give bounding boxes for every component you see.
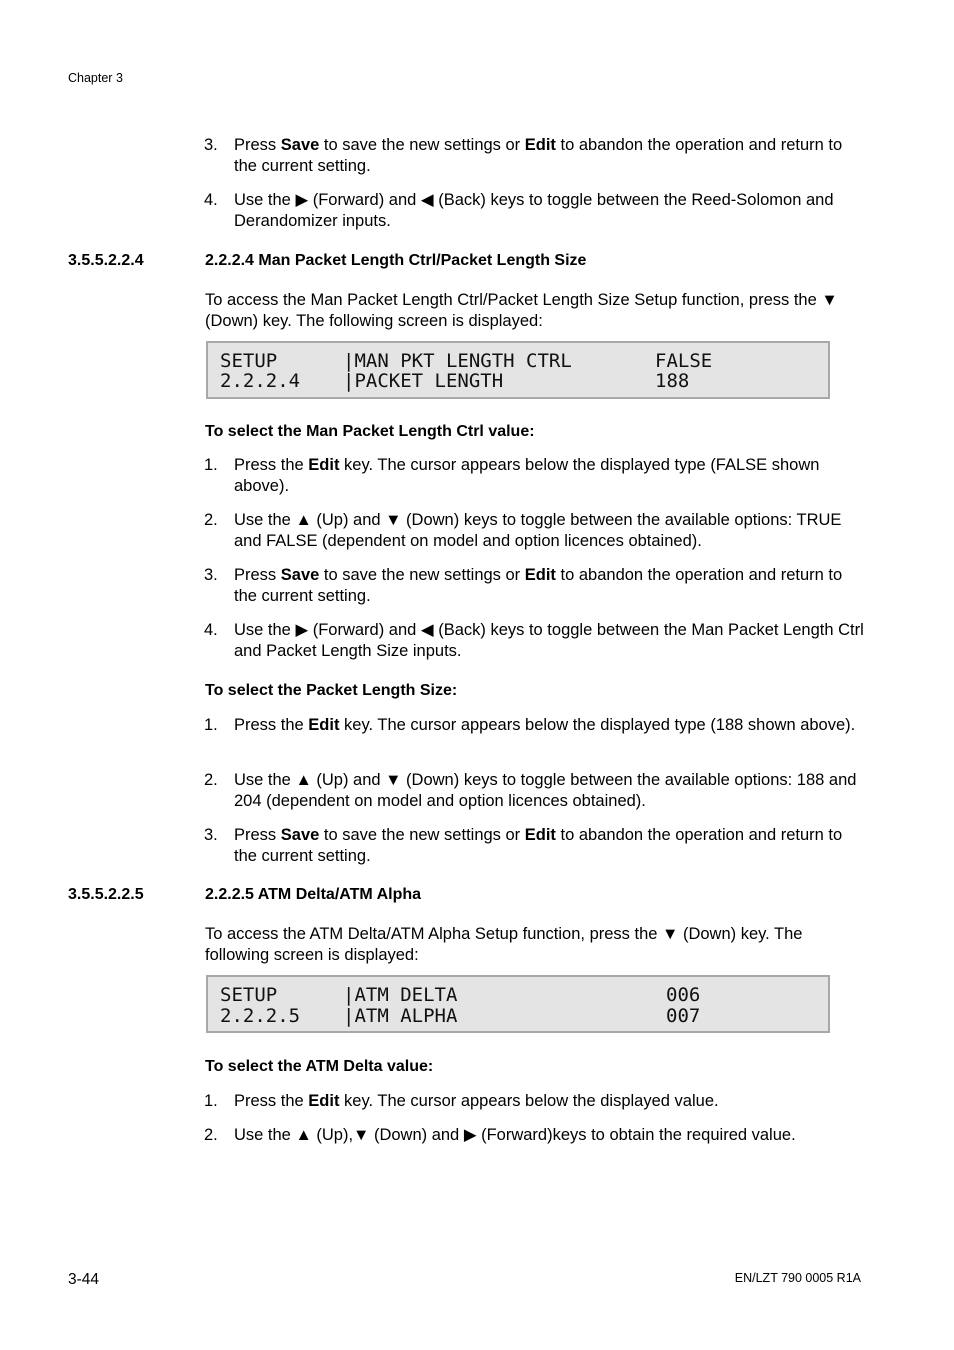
list-item	[204, 770, 864, 811]
edit-key-label: Edit	[308, 1092, 340, 1110]
lcd-screen	[206, 341, 830, 399]
list-item	[204, 1125, 864, 1146]
lcd-screen	[206, 975, 830, 1033]
list-item	[204, 1091, 864, 1112]
section-title: 2.2.2.4 Man Packet Length Ctrl/Packet Length Size	[205, 252, 587, 269]
page-number: 3-44	[68, 1271, 100, 1288]
subsection-heading: To select the Packet Length Size:	[205, 682, 458, 699]
lcd-menu-label: SETUP	[220, 350, 278, 372]
list-item	[204, 825, 864, 866]
list-number: 4.	[204, 191, 218, 209]
document-id: EN/LZT 790 0005 R1A	[734, 1271, 861, 1285]
list-number: 3.	[204, 826, 218, 844]
lcd-param-value: FALSE	[655, 350, 713, 372]
list-number: 2.	[204, 511, 218, 529]
list-item	[204, 565, 864, 606]
section-intro: To access the Man Packet Length Ctrl/Packet Length Size Setup function, press the ▼ (Down) key. The following screen is displayed:	[205, 291, 838, 330]
edit-key-label: Edit	[308, 716, 340, 734]
item-text: Use the ▲ (Up),▼ (Down) and ▶ (Forward)keys to obtain the required value.	[234, 1126, 796, 1144]
lcd-menu-number: 2.2.2.5	[220, 1005, 301, 1027]
list-number: 2.	[204, 771, 218, 789]
lcd-param-value: 188	[655, 370, 690, 392]
lcd-param-value: 006	[666, 984, 701, 1006]
item-text: Press the	[234, 1092, 309, 1110]
item-text: Press	[234, 136, 281, 154]
subsection-heading: To select the Man Packet Length Ctrl value:	[205, 423, 535, 440]
chapter-header: Chapter 3	[68, 71, 123, 85]
subsection-heading: To select the ATM Delta value:	[205, 1058, 434, 1075]
item-text: to abandon the operation and return to the current setting.	[234, 826, 843, 865]
edit-key-label: Edit	[524, 136, 556, 154]
lcd-menu-label: SETUP	[220, 984, 278, 1006]
item-text: to abandon the operation and return to the current setting.	[234, 566, 843, 605]
item-text: Press the	[234, 456, 309, 474]
section-number: 3.5.5.2.2.4	[68, 252, 144, 269]
item-text: key. The cursor appears below the displayed type (FALSE shown above).	[234, 456, 820, 495]
item-text: key. The cursor appears below the displayed type (188 shown above).	[339, 716, 856, 734]
list-item	[204, 620, 864, 661]
item-text: to save the new settings or	[319, 566, 525, 584]
lcd-param-name: |MAN PKT LENGTH CTRL	[343, 350, 572, 372]
item-text: key. The cursor appears below the displayed value.	[339, 1092, 719, 1110]
list-item	[204, 510, 864, 551]
edit-key-label: Edit	[524, 566, 556, 584]
list-number: 1.	[204, 456, 218, 474]
list-item	[204, 455, 864, 496]
item-text: Use the ▶ (Forward) and ◀ (Back) keys to toggle between the Reed-Solomon and Derandomizer inputs.	[234, 191, 834, 230]
list-item	[204, 135, 864, 176]
save-key-label: Save	[280, 566, 320, 584]
list-number: 3.	[204, 566, 218, 584]
list-item	[204, 190, 864, 231]
item-text: to abandon the operation and return to the current setting.	[234, 136, 843, 175]
section-number: 3.5.5.2.2.5	[68, 886, 144, 903]
list-number: 1.	[204, 716, 218, 734]
item-text: Press the	[234, 716, 309, 734]
section-intro: To access the ATM Delta/ATM Alpha Setup function, press the ▼ (Down) key. The following screen is displayed:	[205, 925, 803, 964]
edit-key-label: Edit	[308, 456, 340, 474]
save-key-label: Save	[280, 136, 320, 154]
edit-key-label: Edit	[524, 826, 556, 844]
list-number: 1.	[204, 1092, 218, 1110]
section-title: 2.2.2.5 ATM Delta/ATM Alpha	[205, 886, 422, 903]
item-text: Use the ▲ (Up) and ▼ (Down) keys to toggle between the available options: 188 and 204 (dependent on model and option licences obtained).	[234, 771, 857, 810]
lcd-param-name: |ATM ALPHA	[343, 1005, 458, 1027]
list-number: 4.	[204, 621, 218, 639]
list-number: 3.	[204, 136, 218, 154]
item-text: Press	[234, 826, 281, 844]
save-key-label: Save	[280, 826, 320, 844]
list-item	[204, 715, 864, 736]
item-text: Press	[234, 566, 281, 584]
lcd-param-value: 007	[666, 1005, 701, 1027]
lcd-param-name: |PACKET LENGTH	[343, 370, 504, 392]
item-text: Use the ▶ (Forward) and ◀ (Back) keys to toggle between the Man Packet Length Ctrl and Packet Length Size inputs.	[234, 621, 864, 660]
item-text: to save the new settings or	[319, 136, 525, 154]
list-number: 2.	[204, 1126, 218, 1144]
lcd-param-name: |ATM DELTA	[343, 984, 458, 1006]
item-text: to save the new settings or	[319, 826, 525, 844]
item-text: Use the ▲ (Up) and ▼ (Down) keys to toggle between the available options: TRUE and FALSE (dependent on model and option licences obtained).	[234, 511, 842, 550]
lcd-menu-number: 2.2.2.4	[220, 370, 301, 392]
